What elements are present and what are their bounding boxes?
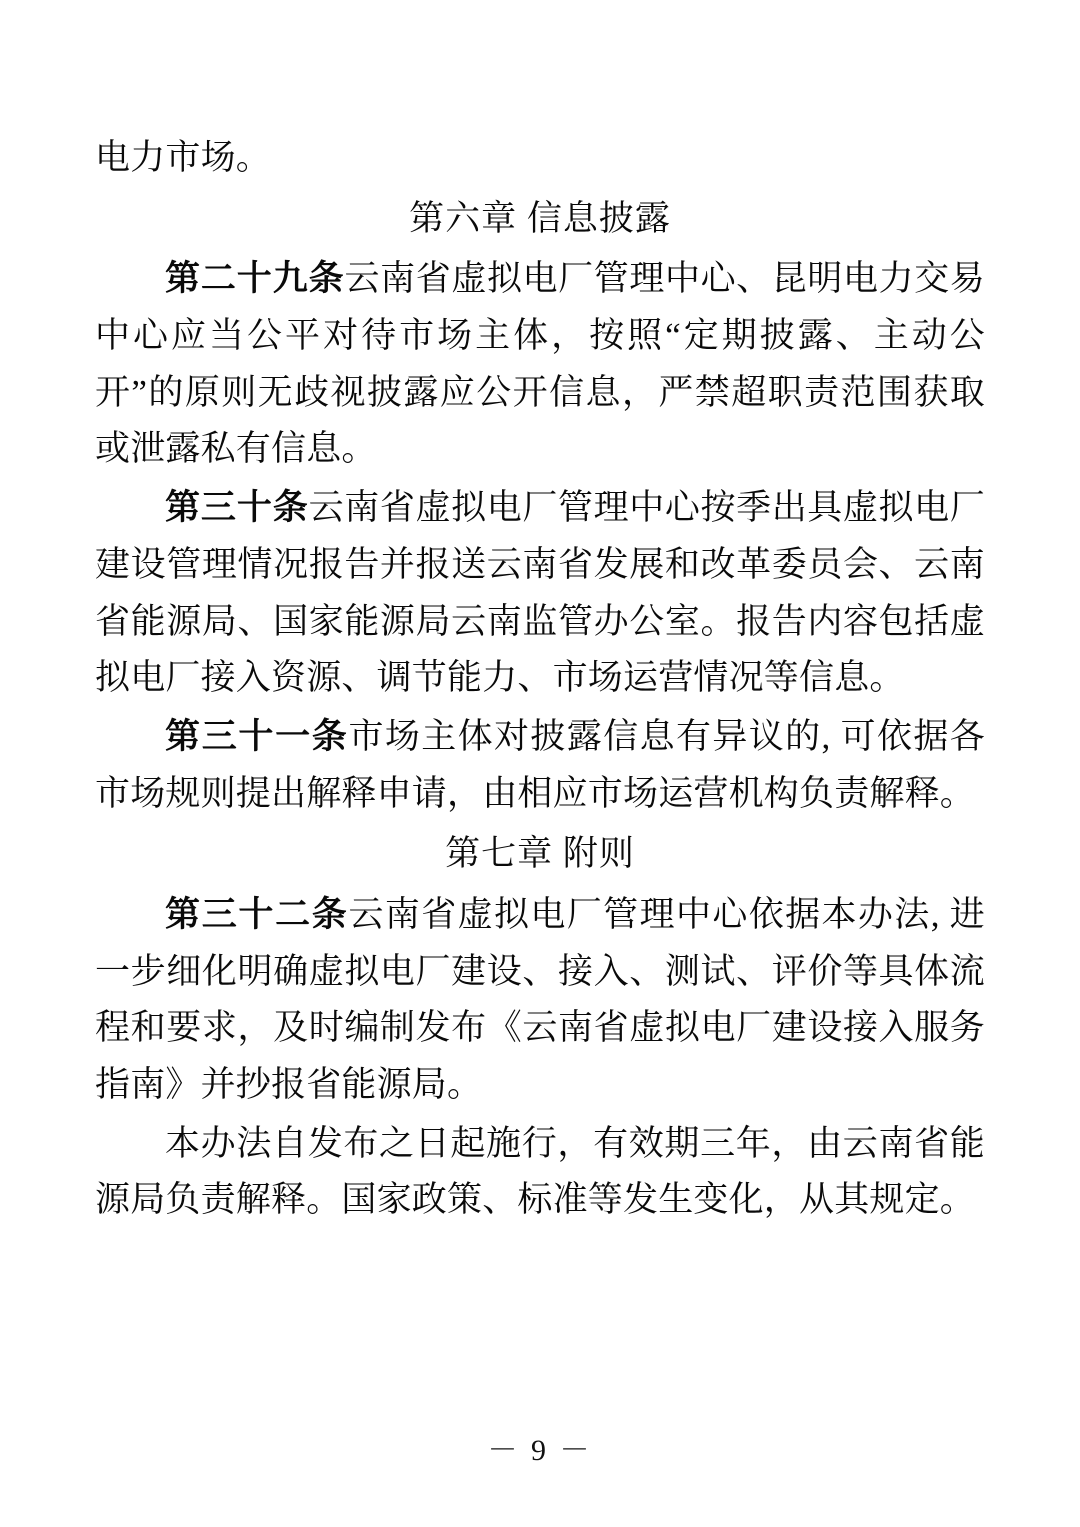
article-32	[95, 887, 985, 1114]
closing-paragraph: 本办法自发布之日起施行，有效期三年，由云南省能源局负责解释。国家政策、标准等发生变化，从其规定。	[95, 1123, 985, 1220]
article-31-text: 市场主体对披露信息有异议的, 可依据各市场规则提出解释申请，由相应市场运营机构负责解释。	[95, 716, 985, 813]
chapter-heading-6: 第六章 信息披露	[409, 198, 671, 238]
document-body	[95, 130, 985, 1229]
article-30	[95, 480, 985, 707]
article-31-label: 第三十一条	[165, 716, 349, 756]
continued-paragraph: 电力市场。	[95, 138, 272, 177]
article-30-label: 第三十条	[165, 488, 309, 528]
article-31	[95, 709, 985, 822]
article-32-label: 第三十二条	[165, 894, 349, 934]
article-30-text: 云南省虚拟电厂管理中心按季出具虚拟电厂建设管理情况报告并报送云南省发展和改革委员会、云南省能源局、国家能源局云南监管办公室。报告内容包括虚拟电厂接入资源、调节能力、市场运营情况等信息。	[95, 488, 985, 698]
article-29-text: 云南省虚拟电厂管理中心、昆明电力交易中心应当公平对待市场主体，按照“定期披露、主动公开”的原则无歧视披露应公开信息，严禁超职责范围获取或泄露私有信息。	[95, 259, 985, 469]
chapter-heading-7: 第七章 附则	[445, 834, 635, 874]
page-number: － 9 －	[487, 1434, 593, 1467]
article-29-label: 第二十九条	[165, 259, 345, 299]
article-32-text: 云南省虚拟电厂管理中心依据本办法, 进一步细化明确虚拟电厂建设、接入、测试、评价等具体流程和要求，及时编制发布《云南省虚拟电厂建设接入服务指南》并抄报省能源局。	[95, 894, 985, 1104]
article-29	[95, 251, 985, 478]
